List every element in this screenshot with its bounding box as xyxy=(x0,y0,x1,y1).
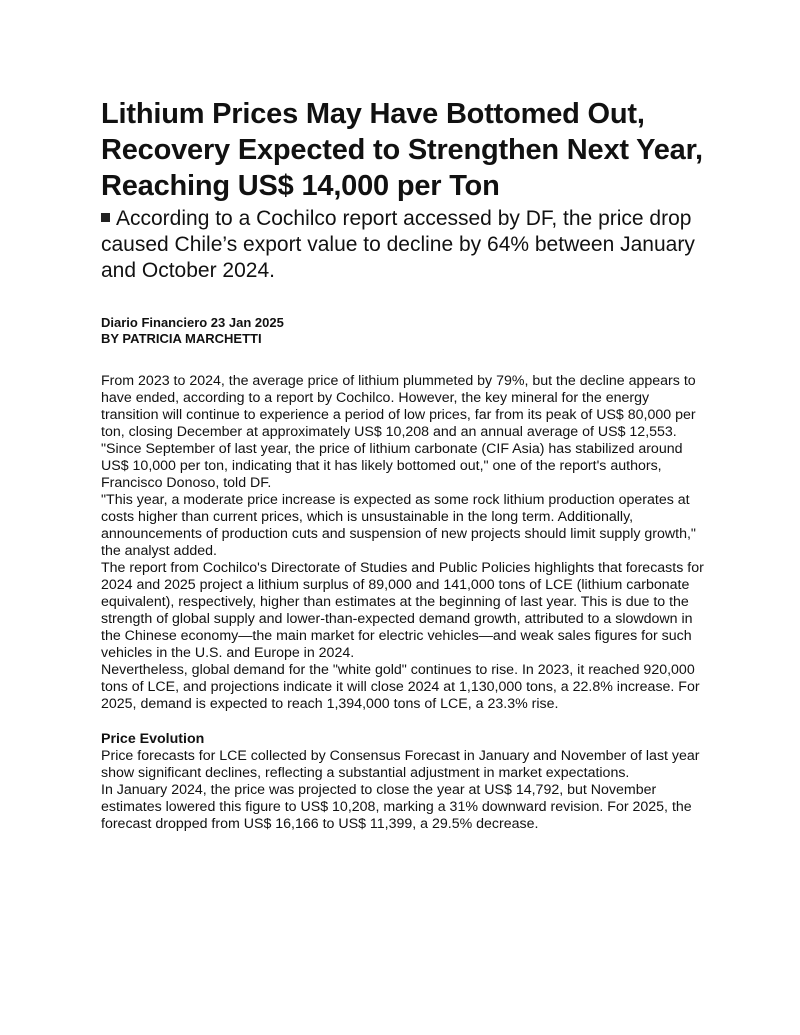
body-paragraph: From 2023 to 2024, the average price of lithium plummeted by 79%, but the decline appears to have ended, according to a report by Cochilco. However, the key mineral for the energy transition will continue to experience a period of low prices, far from its peak of US$ 80,000 per ton, closing December at approximately US$ 10,208 and an annual average of US$ 12,553. xyxy=(101,373,696,440)
article-body xyxy=(101,373,705,833)
article xyxy=(101,96,705,833)
body-paragraph: "Since September of last year, the price of lithium carbonate (CIF Asia) has stabilized around US$ 10,000 per ton, indicating that it has likely bottomed out," one of the report's authors, Francisco Donoso, told DF. xyxy=(101,441,683,491)
section-paragraph: Price forecasts for LCE collected by Consensus Forecast in January and November of last year show significant declines, reflecting a substantial adjustment in market expectations. xyxy=(101,748,700,781)
section-heading: Price Evolution xyxy=(101,731,205,747)
section-paragraph: In January 2024, the price was projected to close the year at US$ 14,792, but November estimates lowered this figure to US$ 10,208, marking a 31% downward revision. For 2025, the forecast dropped from US$ 16,166 to US$ 11,399, a 29.5% decrease. xyxy=(101,782,692,832)
square-bullet-icon xyxy=(101,213,110,222)
body-paragraph: "This year, a moderate price increase is expected as some rock lithium production operates at costs higher than current prices, which is unsustainable in the long term. Additionally, announcements of production cuts and suspension of new projects should limit supply growth," the analyst added. xyxy=(101,492,696,559)
article-subtitle xyxy=(101,206,705,284)
body-paragraph: Nevertheless, global demand for the "white gold" continues to rise. In 2023, it reached 920,000 tons of LCE, and projections indicate it will close 2024 at 1,130,000 tons, a 22.8% increase. For 2025, demand is expected to reach 1,394,000 tons of LCE, a 23.3% rise. xyxy=(101,662,700,712)
article-subtitle-text: According to a Cochilco report accessed by DF, the price drop caused Chile’s export value to decline by 64% between January and October 2024. xyxy=(101,207,695,282)
article-title: Lithium Prices May Have Bottomed Out, Recovery Expected to Strengthen Next Year, Reaching US$ 14,000 per Ton xyxy=(101,98,703,202)
author-line: BY PATRICIA MARCHETTI xyxy=(101,331,262,346)
byline xyxy=(101,315,705,347)
source-line: Diario Financiero 23 Jan 2025 xyxy=(101,315,284,330)
body-paragraph: The report from Cochilco's Directorate of Studies and Public Policies highlights that forecasts for 2024 and 2025 project a lithium surplus of 89,000 and 141,000 tons of LCE (lithium carbonate equivalent), respectively, higher than estimates at the beginning of last year. This is due to the strength of global supply and lower-than-expected demand growth, attributed to a slowdown in the Chinese economy—the main market for electric vehicles—and weak sales figures for such vehicles in the U.S. and Europe in 2024. xyxy=(101,560,704,661)
